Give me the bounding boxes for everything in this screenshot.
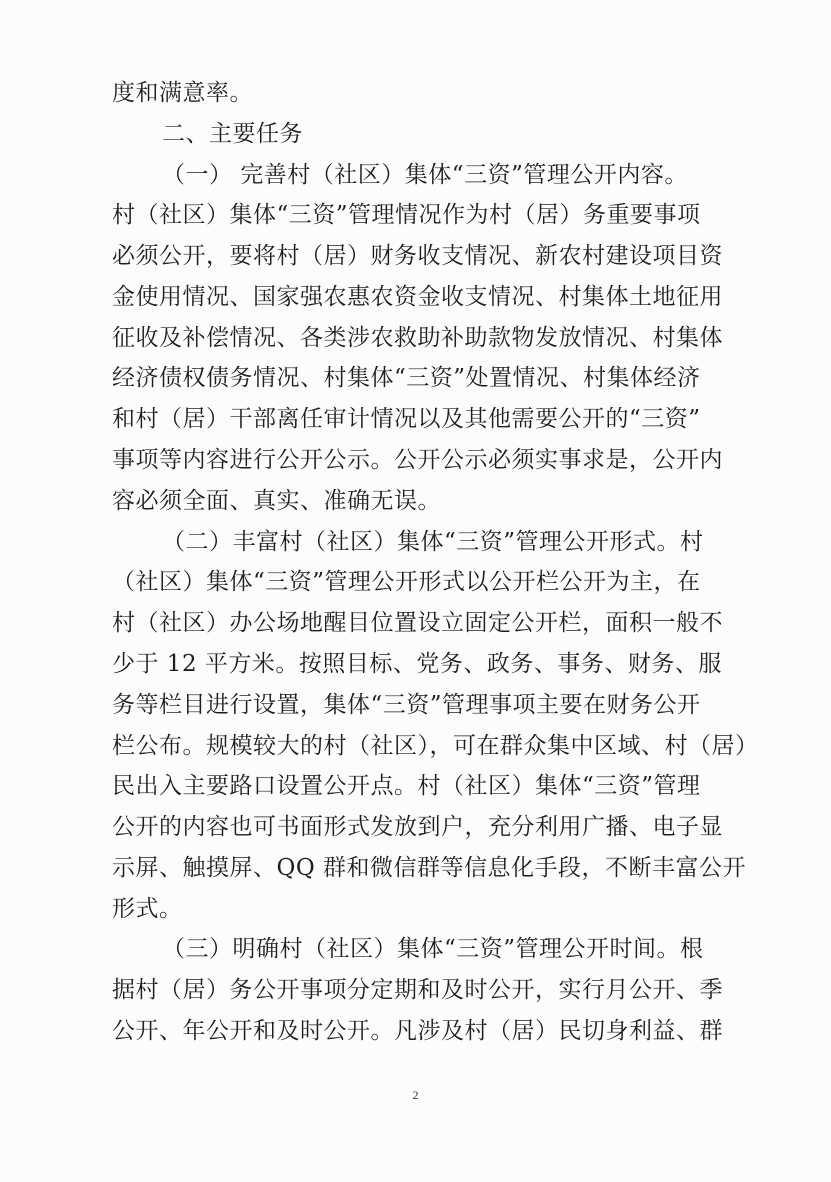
text-line: 形式。 — [112, 896, 183, 922]
text-line: 少于 12 平方米。按照目标、党务、政务、事务、财务、服 — [112, 651, 722, 677]
text-line: 征收及补偿情况、各类涉农救助补助款物发放情况、村集体 — [112, 325, 723, 351]
section-heading: 二、主要任务 — [162, 121, 303, 147]
text-line: （社区）集体“三资”管理公开形式以公开栏公开为主，在 — [112, 569, 701, 595]
page-number: 2 — [412, 1088, 419, 1102]
subsection-heading: （二）丰富村（社区）集体“三资”管理公开形式。村 — [162, 529, 704, 555]
text-line: 事项等内容进行公开公示。公开公示必须实事求是，公开内 — [112, 447, 723, 473]
text-line: 必须公开，要将村（居）财务收支情况、新农村建设项目资 — [112, 243, 723, 269]
text-line: 和村（居）干部离任审计情况以及其他需要公开的“三资” — [112, 406, 701, 432]
text-line: 务等栏目进行设置，集体“三资”管理事项主要在财务公开 — [112, 692, 701, 718]
subsection-heading: （三）明确村（社区）集体“三资”管理公开时间。根 — [162, 936, 704, 962]
text-line: 公开的内容也可书面形式发放到户，充分利用广播、电子显 — [112, 814, 723, 840]
text-line: 容必须全面、真实、准确无误。 — [112, 488, 441, 514]
text-line: 经济债权债务情况、村集体“三资”处置情况、村集体经济 — [112, 365, 701, 391]
text-line: 公开、年公开和及时公开。凡涉及村（居）民切身利益、群 — [112, 1018, 723, 1044]
text-line: 度和满意率。 — [112, 80, 253, 106]
text-line: 示屏、触摸屏、QQ 群和微信群等信息化手段，不断丰富公开 — [112, 855, 747, 881]
text-line: 金使用情况、国家强农惠农资金收支情况、村集体土地征用 — [112, 284, 723, 310]
text-line: 据村（居）务公开事项分定期和及时公开，实行月公开、季 — [112, 977, 723, 1003]
text-line: 村（社区）办公场地醒目位置设立固定公开栏，面积一般不 — [112, 610, 723, 636]
subsection-heading: （一） 完善村（社区）集体“三资”管理公开内容。 — [162, 162, 688, 188]
text-line: 村（社区）集体“三资”管理情况作为村（居）务重要事项 — [112, 202, 701, 228]
text-line: 栏公布。规模较大的村（社区），可在群众集中区域、村（居） — [112, 733, 759, 759]
text-line: 民出入主要路口设置公开点。村（社区）集体“三资”管理 — [112, 773, 701, 799]
